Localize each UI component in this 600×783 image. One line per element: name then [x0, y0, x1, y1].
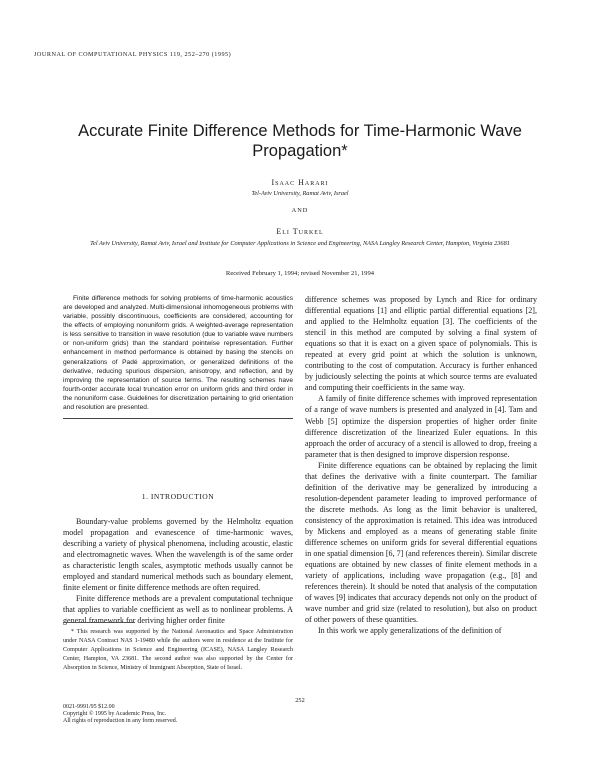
paragraph: Boundary-value problems governed by the Helmholtz equation model propagation and evanescence of time-harmonic waves, describing a variety of physical phenomena, including acoustic, elastic and electromagnetic waves. When the wavelength is of the same order as characteristic length scales, asymptotic methods usually cannot be employed and standard numerical methods such as boundary element, finite element or finite difference methods are often required. — [63, 517, 293, 593]
author-affiliation-2: Tel Aviv University, Ramat Aviv, Israel and Institute for Computer Applications in Science and Engineering, NASA Langley Research Center, Hampton, Virginia 23681 — [90, 240, 510, 247]
and-separator: AND — [291, 207, 309, 214]
footnote: * This research was supported by the National Aeronautics and Space Administration under NASA Contract NAS 1-19480 while the authors were in residence at the Institute for Computer Applications in Science and Engineering (ICASE), NASA Langley Research Center, Hampton, VA 23681. The second author was also supported by the Center for Absorption in Science, Ministry of Immigrant Absorption, State of Israel. — [63, 629, 293, 671]
copyright-line: 0021-9991/95 $12.00 — [63, 704, 115, 710]
paragraph: Finite difference methods are a prevalent computational technique that applies to variable coefficient as well as to nonlinear problems. A general framework for deriving higher order finite — [63, 594, 293, 626]
paragraph: difference schemes was proposed by Lynch and Rice for ordinary differential equations [1] and elliptic partial differential equations [2], and applied to the Helmholtz equation [3]. The coefficients of the stencil in this method are computed by solving a final system of equations so that it is exact on a given space of polynomials. This is repeated at every grid point at which the solution is unknown, contributing to the cost of computation. Accuracy is further enhanced by judiciously selecting the points at which source terms are evaluated and computing their coefficients in the same way. — [305, 295, 537, 393]
copyright-line: Copyright © 1995 by Academic Press, Inc. — [63, 711, 167, 718]
left-column-body — [63, 516, 293, 626]
paragraph: In this work we apply generalizations of the definition of — [318, 626, 502, 636]
author-affiliation-1: Tel-Aviv University, Ramat Aviv, Israel — [251, 190, 349, 197]
section-heading: 1. INTRODUCTION — [141, 492, 215, 501]
right-column-body — [305, 294, 537, 636]
footnote-rule — [63, 622, 135, 623]
paragraph: Finite difference equations can be obtained by replacing the limit that defines the derivative with a finite counterpart. The familiar definition of the derivative may be generalized by introducing a resolution-dependent parameter leading to improved performance of the discrete methods. As long as the limit behavior is unaltered, consistency of the approximation is retained. This idea was introduced by Mickens and employed as a means of generating stable finite difference schemes on uniform grids for several differential equations in one spatial dimension [6, 7] (and references therein). Similar discrete equations are obtained by new classes of finite element methods in a variety of applications, including wave propagation (e.g., [8] and references therein). It should be noted that analysis of the computation of waves [9] indicates that accuracy depends not only on the product of wave number and grid size (related to resolution), but also on product of other powers of these quantities. — [305, 460, 537, 625]
abstract-rule — [63, 418, 293, 419]
author-name-2: Eli Turkel — [276, 227, 324, 236]
received-dates: Received February 1, 1994; revised November 21, 1994 — [225, 270, 375, 277]
page-number: 252 — [295, 697, 305, 704]
paragraph: A family of finite difference schemes with improved representation of a range of wave numbers is presented and analyzed in [4]. Tam and Webb [5] optimize the dispersion properties of higher order finite difference discretization of the linearized Euler equations. In this approach the order of accuracy of a stencil is allowed to drop, freeing a parameter that is then designed to improve dispersion response. — [305, 394, 537, 459]
journal-header: JOURNAL OF COMPUTATIONAL PHYSICS 119, 252–270 (1995) — [34, 51, 232, 58]
abstract: Finite difference methods for solving problems of time-harmonic acoustics are developed and analyzed. Multi-dimensional inhomogeneous problems with variable, possibly discontinuous, coefficients are considered, accounting for the effects of employing nonuniform grids. A weighted-average representation is less sensitive to transition in wave resolution (due to variable wave numbers or non-uniform grids) than the standard pointwise representation. Further enhancement in method performance is obtained by basing the stencils on generalizations of Padé approximation, or generalized definitions of the derivative, reducing spurious dispersion, anisotropy, and reflection, and by improving the representation of source terms. The resulting schemes have fourth-order accurate local truncation error on uniform grids and third order in the nonuniform case. Guidelines for discretization pertaining to grid orientation and resolution are presented. — [63, 295, 293, 411]
author-name-1: Isaac Harari — [271, 178, 329, 187]
copyright-block — [63, 704, 263, 726]
copyright-line: All rights of reproduction in any form reserved. — [63, 718, 178, 725]
paper-title: Accurate Finite Difference Methods for Time-Harmonic Wave Propagation* — [78, 122, 522, 160]
